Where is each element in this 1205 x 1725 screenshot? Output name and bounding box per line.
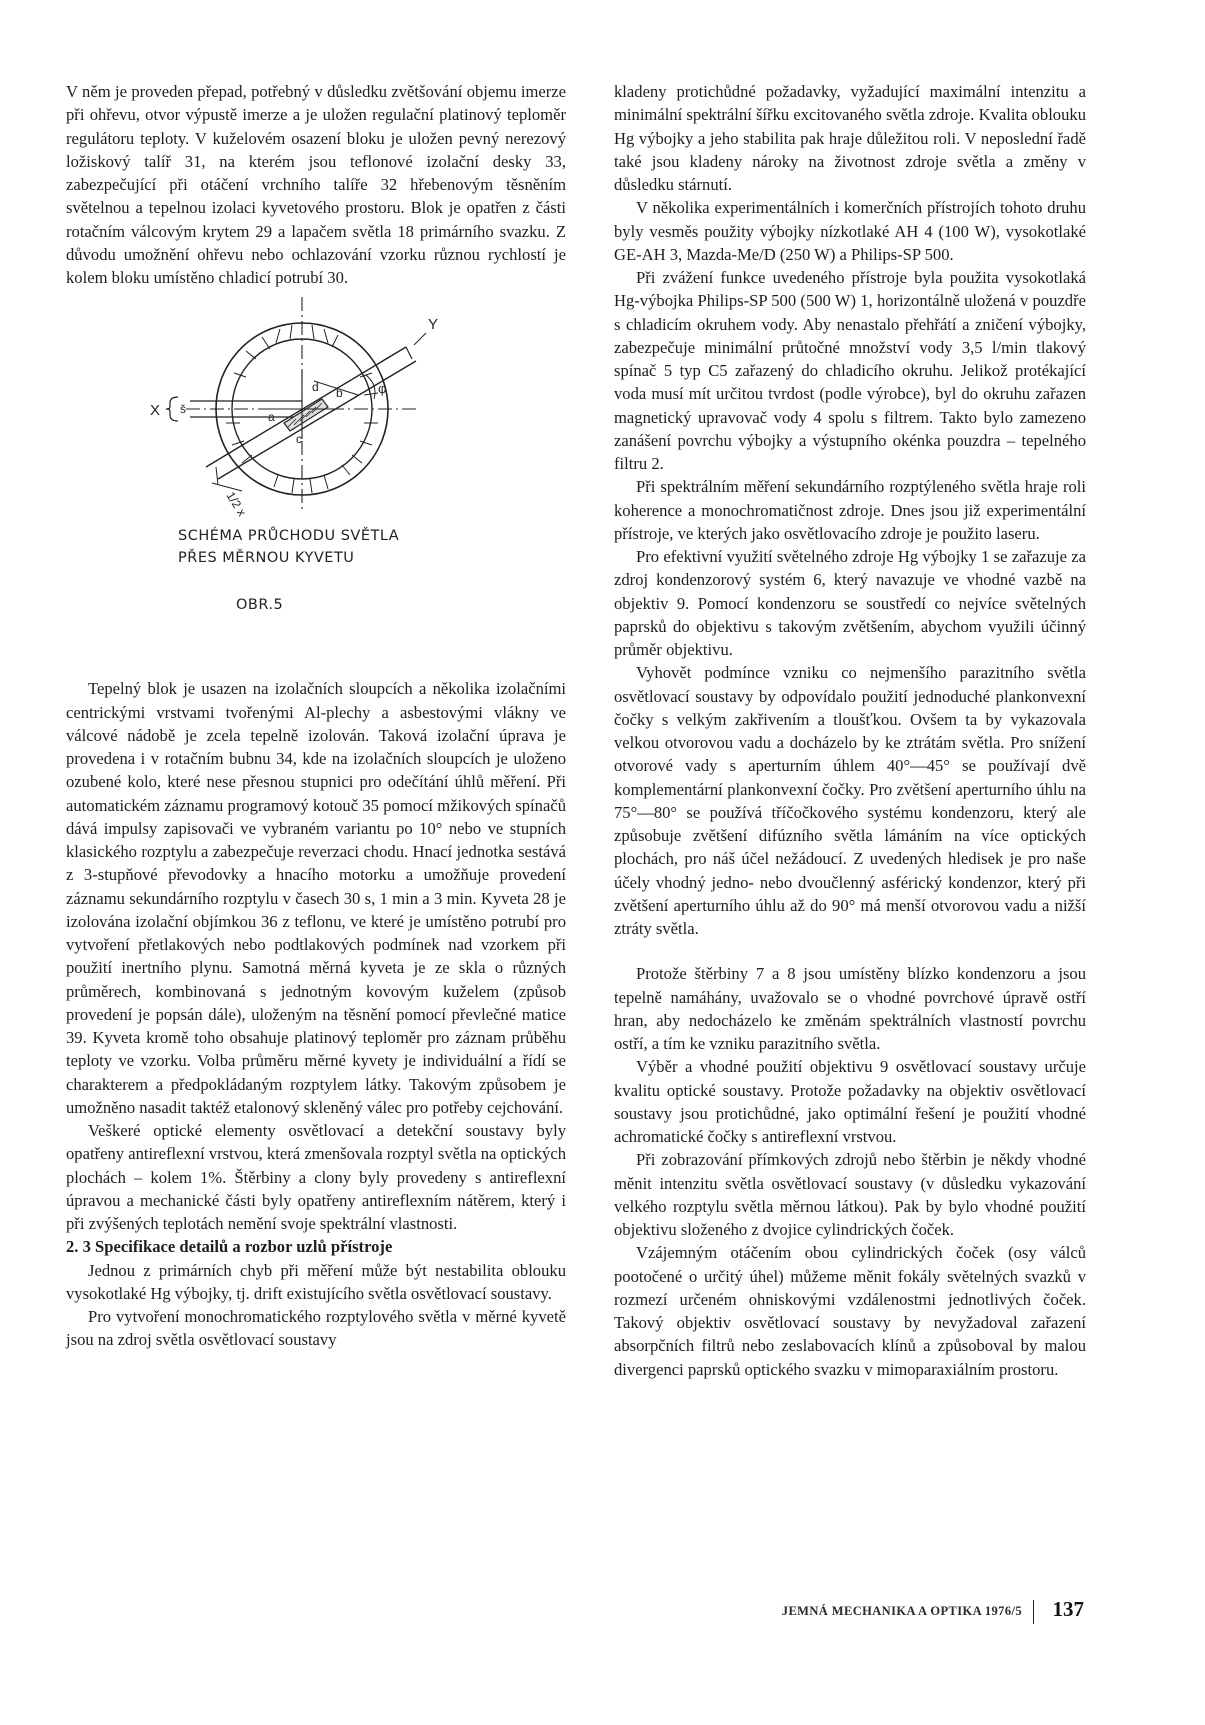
paragraph: Veškeré optické elementy osvětlovací a detekční soustavy byly opatřeny antireflexní vrstvou, která zmenšovala rozptyl světla na optických plochách – kolem 1%. Štěrbiny a clony byly provedeny s antireflexní úpravou a mechanické části byly opatřeny antireflexním nátěrem, který i při zvýšených teplotách nemění svoje spektrální vlastnosti. <box>66 1121 566 1233</box>
label-c: c <box>296 432 302 447</box>
paragraph: Pro efektivní využití světelného zdroje Hg výbojky 1 se zařazuje za zdroj kondenzorový systém 6, který navazuje ve vhodné vazbě na objektiv 9. Pomocí kondenzoru se soustředí co nejvíce světelných paprsků do objektivu s takovým zvětšením, abychom využili účinný průměr objektivu. <box>614 547 1086 659</box>
paragraph: Tepelný blok je usazen na izolačních sloupcích a několika izolačními centrickými vrstvami tvořenými Al-plechy a asbestovými vlákny ve válcové nádobě je zcela tepelně izolován. Taková izolační úprava je provedena i v rotačním bubnu 34, kde na izolačních sloupcích je uloženo ozubené kolo, které nese přesnou stupnici pro odečítání úhlů měření. Při automatickém záznamu programový kotouč 35 pomocí mžikových spínačů dává impulsy zapisovači ve vybraném variantu po 10° nebo ve stupních klasického rozptylu a zabezpečuje reverzaci chodu. Hnací jednotka sestává z 3-stupňové převodovky a hnacího motorku a umožňuje provedení záznamu sekundárního rozptylu v časech 30 s, 1 min a 3 min. Kyveta 28 je izolována izolační objímkou 36 z teflonu, ve které je umístěno potrubí pro vytvoření přetlakových nebo podtlakových podmínek nad vzorkem při použití inertního plynu. Samotná měrná kyveta je ze skla o různých průměrech, kombinovaná s jednotným kovovým kuželem (způsob provedení je popsán dále), uloženým na těsnění pomocí převlečné matice 39. Kyveta kromě toho obsahuje platinový teploměr pro záznam průběhu teploty ve vzorku. Volba průměru měrné kyvety je individuální a řídí se charakterem a předpokládaným rozptylem látky. Takovým způsobem je umožněno nasadit taktéž etalonový skleněný válec pro potřeby cejchování. <box>66 679 566 1117</box>
paragraph: V několika experimentálních i komerčních přístrojích tohoto druhu byly vesměs použity výbojky nízkotlaké AH 4 (100 W), vysokotlaké GE-AH 3, Mazda-Me/D (250 W) a Philips-SP 500. <box>614 198 1086 264</box>
paragraph: Při spektrálním měření sekundárního rozptýleného světla hraje roli koherence a monochromatičnost zdroje. Dnes jsou již experimentální přístroje, ve kterých jako osvětlovacího zdroje je použito laseru. <box>614 477 1086 543</box>
footer-divider <box>1033 1600 1035 1624</box>
label-phi: φ <box>378 381 387 397</box>
journal-title: JEMNÁ MECHANIKA A OPTIKA 1976/5 <box>781 1604 1022 1618</box>
light-path-diagram <box>66 289 566 677</box>
label-y: Y <box>428 316 439 334</box>
label-s: š <box>180 402 186 417</box>
page-footer <box>770 1598 1090 1628</box>
paragraph: Jednou z primárních chyb při měření může být nestabilita oblouku vysokotlaké Hg výbojky, tj. drift existujícího světla osvětlovací soustavy. <box>66 1260 566 1303</box>
paragraph: Protože štěrbiny 7 a 8 jsou umístěny blízko kondenzoru a jsou tepelně namáhány, uvažovalo se o vhodné povrchové úpravě ostří hran, aby nedocházelo ke změnám spektrálních vlastností povrchu ostří, a tím ke vzniku parazitního světla. <box>614 964 1086 1053</box>
paragraph: V něm je proveden přepad, potřebný v důsledku zvětšování objemu imerze při ohřevu, otvor výpustě imerze a je uložen regulační platinový teploměr regulátoru teploty. V kuželovém osazení bloku je uložen pevný nerezový ložiskový talíř 31, na kterém jsou teflonové izolační desky 33, zabezpečující při otáčení vrchního talíře 32 hřebenovým těsněním světelnou a tepelnou izolaci kyvetového prostoru. Blok je opatřen z části rotačním válcovým krytem 29 a lapačem světla 18 primárního svazku. Z důvodu umožnění ohřevu nebo ochlazování vzorku různou rychlostí je kolem bloku umístěno chladicí potrubí 30. <box>66 82 566 287</box>
figure-title-line1: SCHÉMA PRŮCHODU SVĚTLA <box>178 528 400 545</box>
right-column <box>614 80 1086 1381</box>
figure-label: OBR.5 <box>236 597 284 614</box>
paragraph: Pro vytvoření monochromatického rozptylového světla v měrné kyvetě jsou na zdroj světla osvětlovací soustavy <box>66 1307 566 1350</box>
figure-title-line2: PŘES MĚRNOU KYVETU <box>178 550 355 567</box>
figure-5 <box>66 289 566 677</box>
paragraph: Vzájemným otáčením obou cylindrických čoček (osy válců pootočené o určitý úhel) můžeme měnit fokály světelných svazků v rozmezí určeném ohniskovými vzdálenostmi jednotlivých čoček. Takový objektiv osvětlovací soustavy by nevyžadoval zařazení absorpčních filtrů nebo zeslabovacích klínů a způsoboval by malou divergenci paprsků optického svazku v mimoparaxiálním prostoru. <box>614 1243 1086 1379</box>
label-a: a <box>268 410 275 425</box>
paragraph: Výběr a vhodné použití objektivu 9 osvětlovací soustavy určuje kvalitu optické soustavy. Protože požadavky na objektiv osvětlovací soustavy jsou protichůdné, jako optimální řešení je použití vhodné achromatické čočky s antireflexní vrstvou. <box>614 1057 1086 1146</box>
label-d: d <box>312 380 319 395</box>
label-angle: 1/2 x <box>223 489 250 519</box>
page-number: 137 <box>1052 1597 1084 1621</box>
paragraph: Vyhovět podmínce vzniku co nejmenšího parazitního světla osvětlovací soustavy by odpovídalo použití jednoduché plankonvexní čočky s velkým zakřivením a tloušťkou. Ovšem ta by vykazovala velkou otvorovou vadu a docházelo by ke ztrátám světla. Pro snížení otvorové vady s aperturním úhlem 40°—45° se používají dvě komplementární plankonvexní čočky. Pro zvětšení aperturního úhlu na 75°—80° se používá tříčočkového systému kondenzoru, který ale způsobuje zvětšení difúzního světla lámáním na více optických plochách, pro náš účel nežádoucí. Z uvedených hledisek je pro naše účely vhodný jedno- nebo dvoučlenný asférický kondenzor, který při zvětšení aperturního úhlu až do 90° má menší otvorovou vadu a nižší ztráty světla. <box>614 663 1086 938</box>
left-column <box>66 80 566 1352</box>
paragraph: Při zvážení funkce uvedeného přístroje byla použita vysokotlaká Hg-výbojka Philips-SP 500 (500 W) 1, horizontálně uložená v pouzdře s chladicím okruhem vody. Aby nenastalo přehřátí a zničení výbojky, zabezpečuje minimální průtočné množství vody 3,5 l/min tlakový spínač 5 typ C5 zařazený do chladicího okruhu. Jelikož protékající voda musí mít určitou tvrdost (podle výrobce), byl do okruhu zařazen magnetický upravovač vody 4 spolu s filtrem. Takto bylo zamezeno zanášení povrchu výbojky a výstupního okénka pouzdra – tepelného filtru 2. <box>614 268 1086 473</box>
section-heading: 2. 3 Specifikace detailů a rozbor uzlů přístroje <box>66 1237 393 1257</box>
paragraph: Při zobrazování přímkových zdrojů nebo štěrbin je někdy vhodné měnit intenzitu světla osvětlovací soustavy (v důsledku vykazování velkého rozptylu světla měrnou látkou). Pak by bylo vhodné použití objektivu složeného z dvojice cylindrických čoček. <box>614 1150 1086 1239</box>
label-b: b <box>336 386 343 401</box>
paragraph: kladeny protichůdné požadavky, vyžadující maximální intenzitu a minimální spektrální šířku excitovaného světla zdroje. Kvalita oblouku Hg výbojky a jeho stabilita pak hraje důležitou roli. V neposlední řadě také jsou kladeny nároky na životnost zdroje světla a změny v důsledku stárnutí. <box>614 82 1086 194</box>
label-x: X <box>150 402 161 420</box>
